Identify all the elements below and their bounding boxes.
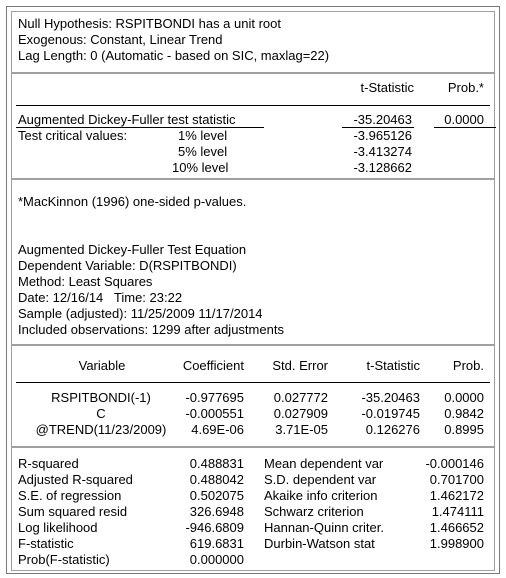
col-coefficient: Coefficient <box>182 358 244 373</box>
divider <box>16 382 490 383</box>
stat-value: 1.466652 <box>429 520 484 535</box>
stat-label: R-squared <box>18 456 79 471</box>
col-prob: Prob.* <box>447 80 484 95</box>
stat-value: 0.701700 <box>429 472 484 487</box>
mackinnon-note: *MacKinnon (1996) one-sided p-values. <box>18 194 247 209</box>
exogenous: Exogenous: Constant, Linear Trend <box>18 32 223 47</box>
null-hypothesis: Null Hypothesis: RSPITBONDI has a unit root <box>18 16 281 31</box>
stat-label: Sum squared resid <box>18 504 128 519</box>
stat-label: Durbin-Watson stat <box>264 536 375 551</box>
stat-value: -0.000146 <box>425 456 484 471</box>
stat-value: 619.6831 <box>189 536 244 551</box>
underline-stat-prob <box>434 127 496 128</box>
stat-label: Mean dependent var <box>264 456 384 471</box>
sample: Sample (adjusted): 11/25/2009 11/17/2014 <box>18 306 263 321</box>
stat-label: Adjusted R-squared <box>18 472 133 487</box>
date-time: Date: 12/16/14 Time: 23:22 <box>18 290 183 305</box>
row-tstatistic: -35.20463 <box>361 390 420 405</box>
method: Method: Least Squares <box>18 274 153 289</box>
row-prob: 0.9842 <box>444 406 484 421</box>
col-std-error: Std. Error <box>272 358 328 373</box>
crit-level-value: -3.965126 <box>353 128 412 143</box>
row-variable: @TREND(11/23/2009) <box>35 422 167 437</box>
row-coefficient: -0.977695 <box>185 390 244 405</box>
col-tstatistic: t-Statistic <box>366 358 420 373</box>
included-observations: Included observations: 1299 after adjustments <box>18 322 284 337</box>
adf-stat-label: Augmented Dickey-Fuller test statistic <box>18 112 236 127</box>
row-std-error: 0.027772 <box>273 390 328 405</box>
row-variable: C <box>96 406 106 421</box>
equation-info-section <box>11 179 495 345</box>
row-std-error: 0.027909 <box>273 406 328 421</box>
dependent-variable: Dependent Variable: D(RSPITBONDI) <box>18 258 237 273</box>
stat-label: S.D. dependent var <box>264 472 377 487</box>
equation-title: Augmented Dickey-Fuller Test Equation <box>18 242 247 257</box>
stat-label: Hannan-Quinn criter. <box>264 520 384 535</box>
adf-stat-prob: 0.0000 <box>444 112 484 127</box>
col-prob: Prob. <box>452 358 484 373</box>
stat-label: Schwarz criterion <box>264 504 364 519</box>
row-prob: 0.8995 <box>444 422 484 437</box>
adf-stat-value: -35.20463 <box>353 112 412 127</box>
stat-value: 0.488831 <box>189 456 244 471</box>
crit-level-label: 10% level <box>172 160 229 175</box>
crit-level-label: 5% level <box>178 144 228 159</box>
stat-value: 1.462172 <box>429 488 484 503</box>
crit-label: Test critical values: <box>18 128 128 143</box>
col-variable: Variable <box>78 358 126 373</box>
coefficient-table <box>11 345 495 447</box>
crit-level-value: -3.128662 <box>353 160 412 175</box>
row-std-error: 3.71E-05 <box>275 422 328 437</box>
stat-label: S.E. of regression <box>18 488 122 503</box>
row-coefficient: 4.69E-06 <box>191 422 244 437</box>
stat-value: 0.502075 <box>189 488 244 503</box>
crit-level-label: 1% level <box>178 128 228 143</box>
stat-label: Log likelihood <box>18 520 98 535</box>
row-tstatistic: -0.019745 <box>361 406 420 421</box>
lag-length: Lag Length: 0 (Automatic - based on SIC, maxlag=22) <box>18 48 330 63</box>
regression-stats <box>11 447 495 571</box>
stat-label: Prob(F-statistic) <box>18 552 110 567</box>
row-tstatistic: 0.126276 <box>365 422 420 437</box>
stat-value: -946.6809 <box>185 520 244 535</box>
stat-value: 0.488042 <box>189 472 244 487</box>
crit-level-value: -3.413274 <box>353 144 412 159</box>
divider <box>16 105 490 106</box>
row-prob: 0.0000 <box>444 390 484 405</box>
col-tstat: t-Statistic <box>360 80 414 95</box>
stat-label: Akaike info criterion <box>264 488 378 503</box>
adf-section <box>11 73 495 179</box>
header-section <box>11 11 495 73</box>
stat-value: 1.474111 <box>431 504 484 519</box>
row-coefficient: -0.000551 <box>185 406 244 421</box>
stat-value: 326.6948 <box>189 504 244 519</box>
stat-value: 0.000000 <box>189 552 244 567</box>
output-frame <box>6 6 500 574</box>
stat-label: F-statistic <box>18 536 74 551</box>
stat-value: 1.998900 <box>429 536 484 551</box>
row-variable: RSPITBONDI(-1) <box>51 390 151 405</box>
